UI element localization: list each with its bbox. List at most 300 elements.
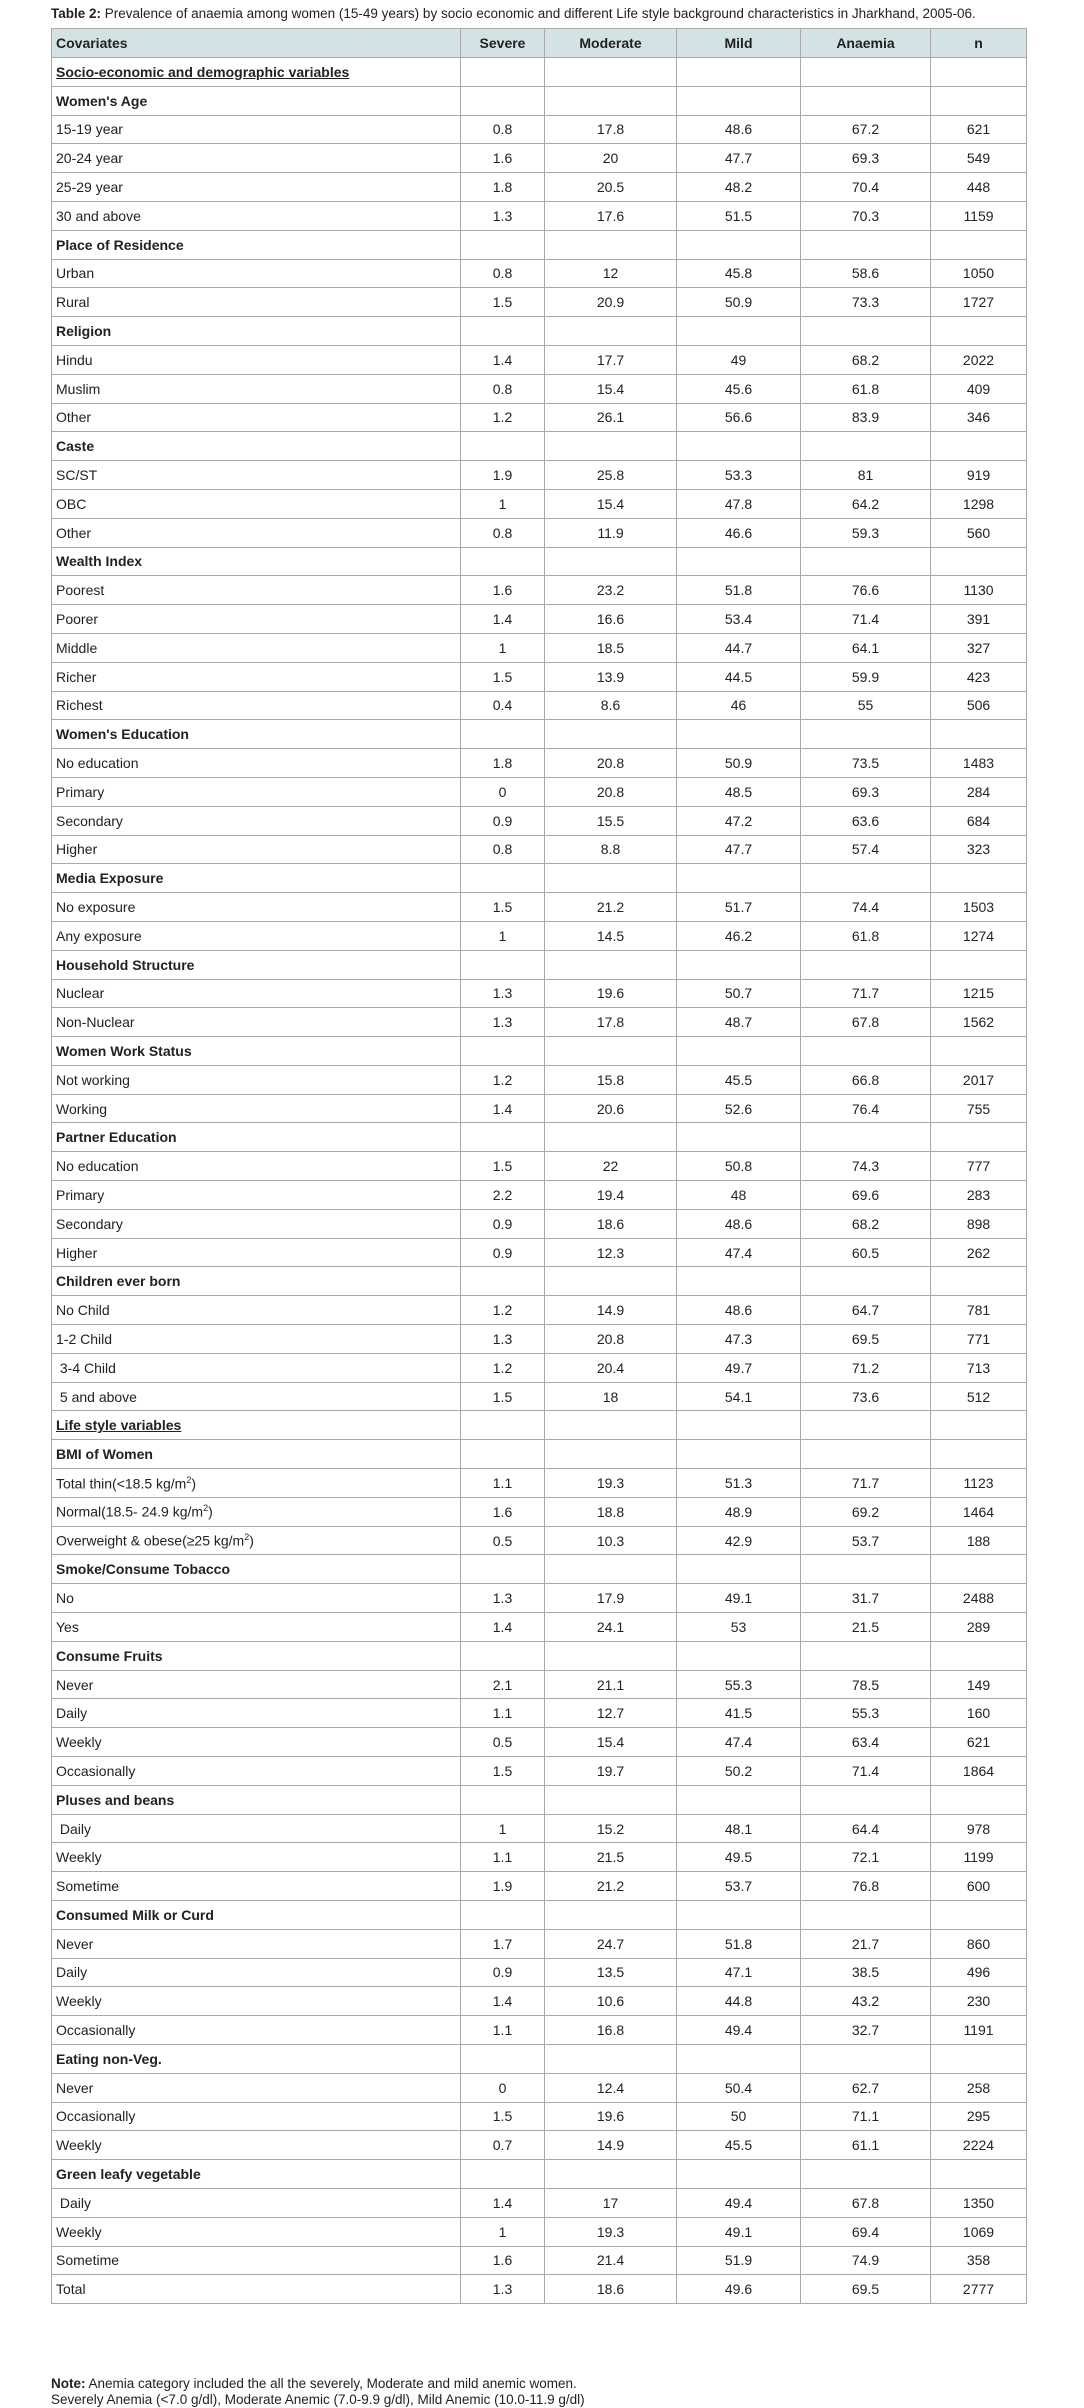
table-row [52,1526,1027,1555]
cell-anaemia: 64.4 [801,1814,931,1843]
cell-n: 684 [931,806,1027,835]
cell-anaemia: 71.4 [801,1757,931,1786]
cell-moderate: 19.3 [545,2217,677,2246]
cell-anaemia: 43.2 [801,1987,931,2016]
row-label-text: Weekly [56,1734,102,1751]
row-label-text: 5 and above [56,1388,137,1405]
cell-moderate: 15.4 [545,489,677,518]
row-label-text: Wealth Index [56,553,143,570]
cell-severe: 1.3 [461,1325,545,1354]
cell-severe: 1.2 [461,1353,545,1382]
cell-mild: 48.2 [677,173,801,202]
table-row [52,2275,1027,2304]
note-line-2: Severely Anemia (<7.0 g/dl), Moderate Anemic (7.0-9.9 g/dl), Mild Anemic (10.0-11.9 g/dl) [51,2392,585,2407]
cell-moderate: 14.9 [545,1296,677,1325]
row-label [52,979,461,1008]
cell-severe: 1.6 [461,144,545,173]
cell-n: 898 [931,1209,1027,1238]
cell-anaemia: 63.4 [801,1728,931,1757]
cell-severe: 1.8 [461,749,545,778]
row-label-text: No [56,1590,74,1607]
cell-n: 1274 [931,921,1027,950]
cell-moderate: 19.3 [545,1469,677,1498]
cell-n [931,950,1027,979]
cell-moderate: 19.7 [545,1757,677,1786]
cell-severe: 1.1 [461,2016,545,2045]
cell-anaemia: 69.3 [801,144,931,173]
group-label [52,317,461,346]
row-label-text: Occasionally [56,2022,136,2039]
cell-severe: 1.1 [461,1699,545,1728]
cell-anaemia [801,864,931,893]
cell-mild: 50 [677,2102,801,2131]
cell-severe [461,864,545,893]
section-label [52,1411,461,1440]
cell-anaemia: 21.5 [801,1613,931,1642]
cell-n: 284 [931,777,1027,806]
row-label-text: Working [56,1100,108,1117]
cell-anaemia: 70.3 [801,201,931,230]
row-label [52,173,461,202]
cell-moderate [545,230,677,259]
cell-severe: 1.7 [461,1929,545,1958]
cell-severe: 1.9 [461,1872,545,1901]
row-label-text: Not working [56,1071,130,1088]
cell-moderate: 18.6 [545,1209,677,1238]
cell-mild [677,86,801,115]
cell-mild: 48.6 [677,1209,801,1238]
cell-anaemia: 38.5 [801,1958,931,1987]
table-row [52,1353,1027,1382]
cell-n: 1215 [931,979,1027,1008]
table-row [52,749,1027,778]
cell-n: 1562 [931,1008,1027,1037]
row-label [52,288,461,317]
cell-moderate: 17.9 [545,1584,677,1613]
cell-anaemia: 21.7 [801,1929,931,1958]
table-row [52,576,1027,605]
table-row [52,489,1027,518]
cell-anaemia: 81 [801,461,931,490]
cell-n: 621 [931,115,1027,144]
cell-mild [677,1901,801,1930]
cell-anaemia [801,720,931,749]
cell-mild [677,1641,801,1670]
row-label [52,806,461,835]
cell-moderate: 14.9 [545,2131,677,2160]
cell-anaemia: 76.8 [801,1872,931,1901]
cell-severe: 1.6 [461,2246,545,2275]
cell-mild: 47.2 [677,806,801,835]
row-label-superscript: 2 [203,1503,209,1514]
cell-n: 860 [931,1929,1027,1958]
group-label [52,1785,461,1814]
group-header-row [52,1440,1027,1469]
table-row [52,1699,1027,1728]
caption-label: Table 2: [51,6,102,21]
group-header-row [52,1901,1027,1930]
cell-n: 560 [931,518,1027,547]
row-label-text: SC/ST [56,467,98,484]
cell-anaemia: 69.5 [801,2275,931,2304]
cell-moderate: 19.6 [545,2102,677,2131]
row-label [52,518,461,547]
cell-moderate: 24.1 [545,1613,677,1642]
cell-severe: 1.3 [461,979,545,1008]
cell-moderate [545,1411,677,1440]
table-row [52,1843,1027,1872]
cell-mild: 50.4 [677,2073,801,2102]
table-row [52,893,1027,922]
table-row [52,1209,1027,1238]
col-header-covariates: Covariates [52,29,461,58]
cell-n: 230 [931,1987,1027,2016]
cell-moderate: 20.6 [545,1094,677,1123]
cell-anaemia: 76.6 [801,576,931,605]
header-row [52,29,1027,58]
group-header-row [52,1641,1027,1670]
row-label [52,1814,461,1843]
cell-moderate [545,2160,677,2189]
table-row [52,1670,1027,1699]
table-row [52,806,1027,835]
group-label [52,230,461,259]
cell-anaemia: 57.4 [801,835,931,864]
cell-anaemia: 62.7 [801,2073,931,2102]
cell-mild: 48 [677,1181,801,1210]
cell-anaemia: 73.6 [801,1382,931,1411]
row-label-text: Higher [56,841,98,858]
col-header-moderate: Moderate [545,29,677,58]
cell-n: 1350 [931,2188,1027,2217]
row-label-text: Urban [56,265,95,282]
cell-anaemia: 69.6 [801,1181,931,1210]
table-row [52,1065,1027,1094]
cell-mild [677,547,801,576]
group-label [52,950,461,979]
table-row [52,2016,1027,2045]
cell-anaemia [801,1411,931,1440]
cell-mild: 51.8 [677,576,801,605]
table-row [52,633,1027,662]
row-label-text: Daily [56,2194,92,2211]
cell-severe: 1.4 [461,2188,545,2217]
cell-mild: 48.1 [677,1814,801,1843]
cell-anaemia: 69.3 [801,777,931,806]
cell-n: 777 [931,1152,1027,1181]
section-header-row [52,58,1027,87]
table-row [52,115,1027,144]
cell-n [931,230,1027,259]
cell-anaemia: 55 [801,691,931,720]
cell-n [931,1123,1027,1152]
cell-n: 1159 [931,201,1027,230]
cell-n [931,1785,1027,1814]
cell-n: 496 [931,1958,1027,1987]
cell-n [931,2044,1027,2073]
cell-moderate: 10.6 [545,1987,677,2016]
row-label-text: 20-24 year [56,150,123,167]
cell-n: 358 [931,2246,1027,2275]
row-label [52,921,461,950]
cell-mild: 53.7 [677,1872,801,1901]
row-label-text: Weekly [56,1849,102,1866]
cell-moderate: 21.5 [545,1843,677,1872]
row-label [52,2102,461,2131]
row-label-text: Children ever born [56,1273,181,1290]
cell-n [931,1555,1027,1584]
cell-moderate: 26.1 [545,403,677,432]
cell-n [931,58,1027,87]
group-header-row [52,432,1027,461]
row-label [52,893,461,922]
table-row [52,1152,1027,1181]
cell-severe: 1.3 [461,2275,545,2304]
cell-mild: 46.2 [677,921,801,950]
cell-severe: 1.5 [461,1382,545,1411]
row-label-text: Sometime [56,2252,120,2269]
cell-severe: 1 [461,921,545,950]
cell-severe: 0.9 [461,1238,545,1267]
row-label-text: No education [56,1158,139,1175]
row-label-text: Primary [56,783,105,800]
row-label-text: Higher [56,1244,98,1261]
row-label [52,1872,461,1901]
row-label [52,777,461,806]
cell-anaemia [801,547,931,576]
cell-anaemia: 83.9 [801,403,931,432]
table-row [52,173,1027,202]
row-label-text: Any exposure [56,927,142,944]
cell-mild: 47.1 [677,1958,801,1987]
table-row [52,1613,1027,1642]
cell-anaemia [801,950,931,979]
cell-mild: 48.6 [677,1296,801,1325]
row-label-text: Women Work Status [56,1042,192,1059]
row-label-text: Normal(18.5- 24.9 kg/m [56,1504,204,1521]
cell-n [931,432,1027,461]
cell-moderate: 15.8 [545,1065,677,1094]
cell-n: 1050 [931,259,1027,288]
row-label [52,1353,461,1382]
row-label-text: No Child [56,1302,110,1319]
cell-moderate: 15.4 [545,1728,677,1757]
col-header-mild: Mild [677,29,801,58]
table-row [52,1382,1027,1411]
cell-n: 2022 [931,345,1027,374]
row-label [52,1929,461,1958]
cell-n: 1483 [931,749,1027,778]
cell-moderate: 15.2 [545,1814,677,1843]
cell-severe [461,1555,545,1584]
cell-severe: 1.2 [461,403,545,432]
row-label-text: No education [56,755,139,772]
cell-anaemia: 64.1 [801,633,931,662]
cell-n: 755 [931,1094,1027,1123]
group-label [52,1901,461,1930]
group-header-row [52,547,1027,576]
cell-mild [677,720,801,749]
row-label-text: 25-29 year [56,179,123,196]
cell-severe [461,2160,545,2189]
cell-n: 2224 [931,2131,1027,2160]
cell-severe: 1 [461,2217,545,2246]
cell-moderate: 17.6 [545,201,677,230]
cell-anaemia [801,2044,931,2073]
group-label [52,86,461,115]
cell-severe [461,1440,545,1469]
cell-severe: 1.3 [461,201,545,230]
cell-moderate: 12.4 [545,2073,677,2102]
row-label [52,1613,461,1642]
cell-mild: 48.9 [677,1497,801,1526]
cell-anaemia: 53.7 [801,1526,931,1555]
table-row [52,1872,1027,1901]
row-label [52,2073,461,2102]
table-caption [51,5,1061,22]
row-label-text: Total [56,2281,86,2298]
table-row [52,1584,1027,1613]
cell-n: 1199 [931,1843,1027,1872]
row-label [52,2217,461,2246]
row-label-text: Eating non-Veg. [56,2050,162,2067]
cell-n: 1123 [931,1469,1027,1498]
row-label-text: Daily [56,1964,88,1981]
cell-anaemia: 61.8 [801,921,931,950]
cell-anaemia: 74.4 [801,893,931,922]
cell-moderate [545,950,677,979]
cell-mild [677,864,801,893]
cell-n: 781 [931,1296,1027,1325]
row-label [52,345,461,374]
row-label-text: Religion [56,323,112,340]
row-label-text: Daily [56,1705,88,1722]
cell-mild [677,230,801,259]
cell-n [931,720,1027,749]
row-label-text: Partner Education [56,1129,177,1146]
cell-moderate: 21.1 [545,1670,677,1699]
cell-anaemia: 59.3 [801,518,931,547]
cell-n: 149 [931,1670,1027,1699]
row-label-text: Never [56,1935,94,1952]
cell-mild [677,1555,801,1584]
table-row [52,835,1027,864]
cell-mild [677,1267,801,1296]
row-label-text: Socio-economic and demographic variables [56,63,350,80]
cell-n: 258 [931,2073,1027,2102]
table-row [52,1181,1027,1210]
row-label-text: Secondary [56,812,123,829]
group-label [52,547,461,576]
cell-anaemia: 32.7 [801,2016,931,2045]
cell-mild: 44.8 [677,1987,801,2016]
cell-severe: 1.9 [461,461,545,490]
cell-severe: 0.8 [461,259,545,288]
cell-mild: 45.6 [677,374,801,403]
cell-mild: 48.7 [677,1008,801,1037]
cell-mild: 49.7 [677,1353,801,1382]
cell-anaemia: 69.2 [801,1497,931,1526]
table-row [52,691,1027,720]
cell-mild [677,2160,801,2189]
cell-severe [461,950,545,979]
cell-anaemia [801,1440,931,1469]
cell-n: 295 [931,2102,1027,2131]
cell-n: 2488 [931,1584,1027,1613]
group-header-row [52,720,1027,749]
table-body [52,58,1027,2304]
cell-mild [677,2044,801,2073]
cell-severe: 1.5 [461,288,545,317]
cell-anaemia [801,86,931,115]
row-label [52,1728,461,1757]
row-label-text: Smoke/Consume Tobacco [56,1561,231,1578]
cell-severe [461,1785,545,1814]
row-label [52,835,461,864]
cell-mild: 49.6 [677,2275,801,2304]
cell-moderate: 20.5 [545,173,677,202]
table-row [52,2188,1027,2217]
table-note [51,2376,1061,2408]
cell-severe: 1.3 [461,1584,545,1613]
cell-severe: 0.8 [461,518,545,547]
cell-n: 409 [931,374,1027,403]
cell-n [931,864,1027,893]
group-header-row [52,1785,1027,1814]
row-label-text: Weekly [56,2137,102,2154]
row-label [52,1065,461,1094]
cell-mild: 46 [677,691,801,720]
cell-n: 549 [931,144,1027,173]
group-header-row [52,2044,1027,2073]
row-label-text: Muslim [56,380,101,397]
cell-moderate [545,317,677,346]
row-label [52,1181,461,1210]
cell-mild: 49.1 [677,1584,801,1613]
row-label-text: Richest [56,697,103,714]
cell-mild: 42.9 [677,1526,801,1555]
cell-moderate [545,1785,677,1814]
cell-n: 283 [931,1181,1027,1210]
cell-anaemia [801,1901,931,1930]
anaemia-table [51,28,1027,2304]
table-row [52,1238,1027,1267]
table-row [52,979,1027,1008]
row-label-text: Secondary [56,1215,123,1232]
cell-n: 1069 [931,2217,1027,2246]
cell-mild: 54.1 [677,1382,801,1411]
section-label [52,58,461,87]
cell-n: 1298 [931,489,1027,518]
cell-n: 262 [931,1238,1027,1267]
row-label-text: Weekly [56,1993,102,2010]
row-label-text: Middle [56,639,98,656]
cell-severe [461,1037,545,1066]
cell-n: 1503 [931,893,1027,922]
cell-severe: 1.6 [461,1497,545,1526]
cell-anaemia [801,432,931,461]
cell-anaemia: 63.6 [801,806,931,835]
cell-n [931,1901,1027,1930]
row-label-text: Overweight & obese(≥25 kg/m [56,1532,245,1549]
cell-moderate: 17 [545,2188,677,2217]
row-label [52,489,461,518]
cell-severe [461,58,545,87]
table-row [52,1008,1027,1037]
row-label-text: Other [56,524,92,541]
row-label-text: OBC [56,495,87,512]
group-label [52,1440,461,1469]
